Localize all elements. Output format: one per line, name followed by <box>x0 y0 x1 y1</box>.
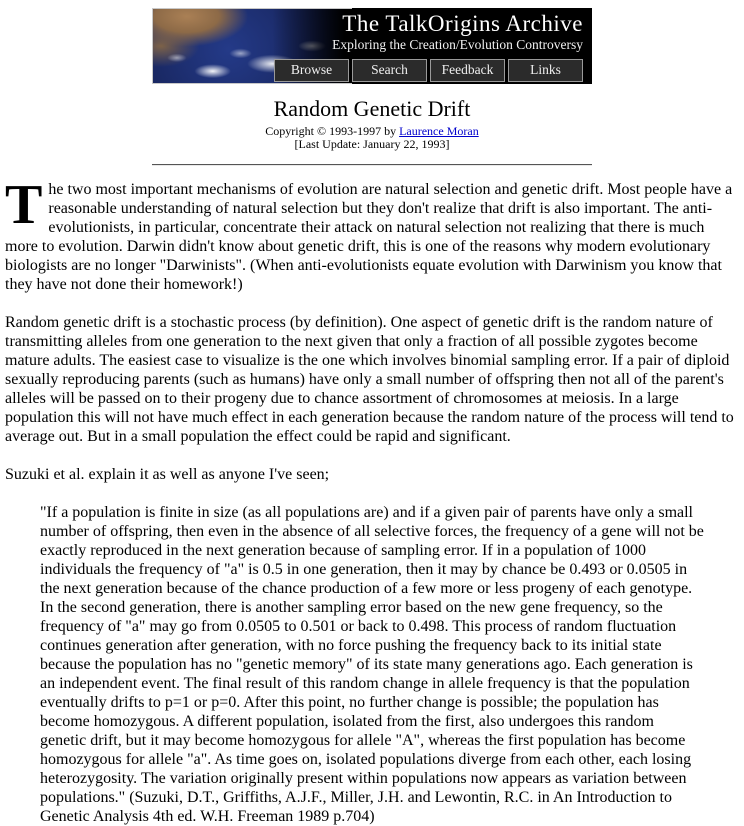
site-subtitle: Exploring the Creation/Evolution Controversy <box>332 37 583 52</box>
suzuki-blockquote: "If a population is finite in size (as all populations are) and if a given pair of parents have only a small number of offspring, then even in the absence of all selective forces, the frequency of a gene will not be exactly reproduced in the next generation because of sampling error. If in a population of 1000 individuals the frequency of "a" is 0.5 in one generation, then it may by chance be 0.493 or 0.0505 in the next generation because of the chance production of a few more or less progeny of each genotype. In the second generation, there is another sampling error based on the new gene frequency, so the frequency of "a" may go from 0.0505 to 0.501 or back to 0.498. This process of random fluctuation continues generation after generation, with no force pushing the frequency back to its initial state because the population has no "genetic memory" of its state many generations ago. Each generation is an independent event. The final result of this random change in allele frequency is that the population eventually drifts to p=1 or p=0. After this point, no further change is possible; the population has become homozygous. A different population, isolated from the first, also undergoes this random genetic drift, but it may become homozygous for allele "A", whereas the first population has become homozygous for allele "a". As time goes on, isolated populations diverge from each other, each losing heterozygosity. The variation originally present within populations now appears as variation between populations." (Suzuki, D.T., Griffiths, A.J.F., Miller, J.H. and Lewontin, R.C. in An Introduction to Genetic Analysis 4th ed. W.H. Freeman 1989 p.704) <box>40 504 704 825</box>
paragraph-intro <box>5 174 739 294</box>
paragraph-intro-text: he two most important mechanisms of evolution are natural selection and genetic drift. Most people have a reasonable understanding of natural selection but they don't realize that drift is also important. The anti- evolutionists, in particular, concentrate their attack on natural selection not realizing that there is much more to evolution. Darwin didn't know about genetic drift, this is one of the reasons why modern evolutionary biologists are no longer "Darwinists". (When anti-evolutionists equate evolution with Darwinism you know that they have not done their homework!) <box>5 181 733 293</box>
author-link[interactable]: Laurence Moran <box>399 124 479 138</box>
nav-browse-button[interactable]: Browse <box>274 59 349 82</box>
section-divider <box>152 164 592 166</box>
dropcap-letter: T <box>5 174 43 236</box>
paragraph-drift-definition: Random genetic drift is a stochastic process (by definition). One aspect of genetic drift is the random nature of transmitting alleles from one generation to the next given that only a fraction of all possible zygotes become mature adults. The easiest case to visualize is the one which involves binomial sampling error. If a pair of diploid sexually reproducing parents (such as humans) have only a small number of offspring then not all of the parent's alleles will be passed on to their progeny due to chance assortment of chromosomes at meiosis. In a large population this will not have much effect in each generation because the random nature of the process will tend to average out. But in a small population the effect could be rapid and significant. <box>5 314 734 445</box>
copyright-text: Copyright © 1993-1997 by <box>265 124 400 138</box>
last-update: [Last Update: January 22, 1993] <box>294 137 450 151</box>
nav-feedback-button[interactable]: Feedback <box>430 59 505 82</box>
banner-text-area <box>274 11 583 82</box>
nav-search-button[interactable]: Search <box>352 59 427 82</box>
article-body <box>5 174 739 826</box>
page-title: Random Genetic Drift <box>273 96 471 121</box>
talkorigins-banner <box>152 8 592 84</box>
nav-links-button[interactable]: Links <box>508 59 583 82</box>
site-title: The TalkOrigins Archive <box>342 11 583 36</box>
paragraph-suzuki-lead: Suzuki et al. explain it as well as anyone I've seen; <box>5 466 330 483</box>
banner-nav <box>274 59 583 82</box>
